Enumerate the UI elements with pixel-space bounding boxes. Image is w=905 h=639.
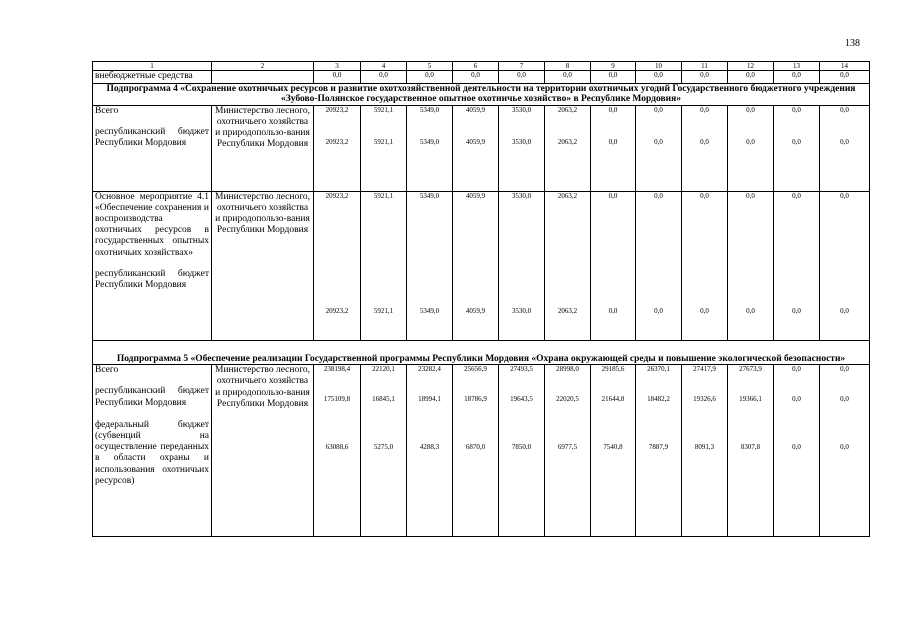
col-header: 3 <box>314 62 361 71</box>
col-header: 10 <box>636 62 682 71</box>
value-cell: 22120,1 16845,1 5275,0 <box>361 365 407 537</box>
value-cell: 0,0 <box>407 71 453 83</box>
subprogram-5-header-row <box>93 340 870 365</box>
value-cell: 0,0 0,0 <box>682 191 728 340</box>
value-cell: 0,0 0,0 <box>636 105 682 191</box>
value-cell: 5349,0 5349,0 <box>407 191 453 340</box>
value-cell: 2063,2 2063,2 <box>545 105 591 191</box>
col-header: 11 <box>682 62 728 71</box>
value-cell: 5349,0 5349,0 <box>407 105 453 191</box>
value-cell: 0,0 0,0 <box>682 105 728 191</box>
value-cell: 0,0 <box>545 71 591 83</box>
value-cell: 27417,9 19326,6 8091,3 <box>682 365 728 537</box>
value-cell: 0,0 0,0 0,0 <box>774 365 820 537</box>
budget-table <box>92 61 870 537</box>
col-header: 9 <box>591 62 636 71</box>
value-cell: 0,0 <box>636 71 682 83</box>
row-label-republic: республиканский бюджет Республики Мордовия <box>95 268 209 291</box>
subprogram-4-header-row <box>93 83 870 105</box>
value-cell: 0,0 <box>728 71 774 83</box>
value-cell: 0,0 <box>820 71 870 83</box>
page-number: 138 <box>845 38 860 49</box>
row-label-measure: Основное мероприятие 4.1 «Обеспечение сохранения и воспроизводства охотничьих ресурсов в государственных опытных охотничьих хозяйствах» <box>95 191 209 258</box>
row-label-cell <box>93 365 212 537</box>
subprogram-5-title: Подпрограмма 5 «Обеспечение реализации Государственной программы Республики Мордовия «Охрана окружающей среды и повышение экологической безопасности» <box>93 340 870 365</box>
value-cell: 0,0 0,0 <box>820 191 870 340</box>
ministry-cell <box>212 71 314 83</box>
value-cell: 0,0 0,0 <box>728 105 774 191</box>
value-cell: 0,0 <box>591 71 636 83</box>
value-cell: 28998,0 22020,5 6977,5 <box>545 365 591 537</box>
value-cell: 2063,2 2063,2 <box>545 191 591 340</box>
value-cell: 0,0 0,0 0,0 <box>820 365 870 537</box>
value-cell: 4059,9 4059,9 <box>453 191 499 340</box>
value-cell: 20923,2 20923,2 <box>314 191 361 340</box>
value-cell: 5921,1 5921,1 <box>361 105 407 191</box>
value-cell: 0,0 0,0 <box>774 105 820 191</box>
ministry-cell: Министерство лесного, охотничьего хозяйства и природопользо-вания Республики Мордовия <box>212 105 314 191</box>
col-header: 2 <box>212 62 314 71</box>
col-header: 1 <box>93 62 212 71</box>
row-label-republic: республиканский бюджет Республики Мордовия <box>95 386 209 408</box>
subprogram-4-title: Подпрограмма 4 «Сохранение охотничьих ресурсов и развитие охотхозяйственной деятельности на территории охотничьих угодий Государственного бюджетного учреждения «Зубово-Полянское государственное опытное охотничье хозяйство» в Республике Мордовия» <box>93 83 870 105</box>
table-row-offbudget <box>93 71 870 83</box>
value-cell: 20923,2 20923,2 <box>314 105 361 191</box>
value-cell: 0,0 <box>314 71 361 83</box>
value-cell: 3530,0 3530,0 <box>499 105 545 191</box>
col-header: 5 <box>407 62 453 71</box>
row-label-total: Всего <box>95 365 119 376</box>
row-label-federal: федеральный бюджет (субвенций на осуществление переданных в области охраны и использования охотничьих ресурсов) <box>95 419 209 486</box>
value-cell: 4059,9 4059,9 <box>453 105 499 191</box>
value-cell: 0,0 0,0 <box>636 191 682 340</box>
value-cell: 0,0 <box>774 71 820 83</box>
value-cell: 26370,1 18482,2 7887,9 <box>636 365 682 537</box>
value-cell: 0,0 0,0 <box>591 191 636 340</box>
row-label-cell <box>93 105 212 191</box>
ministry-cell: Министерство лесного, охотничьего хозяйства и природопользо-вания Республики Мордовия <box>212 191 314 340</box>
column-number-row <box>93 62 870 71</box>
value-cell: 0,0 0,0 <box>591 105 636 191</box>
value-cell: 0,0 <box>361 71 407 83</box>
table-row-sub4-total <box>93 105 870 191</box>
col-header: 4 <box>361 62 407 71</box>
value-cell: 0,0 0,0 <box>820 105 870 191</box>
value-cell: 29185,6 21644,8 7540,8 <box>591 365 636 537</box>
table-row-sub4-measure <box>93 191 870 340</box>
row-label-cell <box>93 191 212 340</box>
row-label-republic: республиканский бюджет Республики Мордовия <box>95 126 209 149</box>
value-cell: 5921,1 5921,1 <box>361 191 407 340</box>
value-cell: 0,0 <box>499 71 545 83</box>
ministry-cell: Министерство лесного, охотничьего хозяйства и природопользо-вания Республики Мордовия <box>212 365 314 537</box>
value-cell: 27493,5 19643,5 7850,0 <box>499 365 545 537</box>
col-header: 12 <box>728 62 774 71</box>
value-cell: 27673,9 19366,1 8307,8 <box>728 365 774 537</box>
col-header: 13 <box>774 62 820 71</box>
value-cell: 0,0 <box>682 71 728 83</box>
row-label-total: Всего <box>95 105 119 116</box>
value-cell: 3530,0 3530,0 <box>499 191 545 340</box>
value-cell: 238198,4 175109,8 63088,6 <box>314 365 361 537</box>
value-cell: 0,0 <box>453 71 499 83</box>
col-header: 8 <box>545 62 591 71</box>
row-label: внебюджетные средства <box>93 71 212 83</box>
value-cell: 0,0 0,0 <box>774 191 820 340</box>
col-header: 6 <box>453 62 499 71</box>
col-header: 7 <box>499 62 545 71</box>
value-cell: 25656,9 18786,9 6870,0 <box>453 365 499 537</box>
value-cell: 23282,4 18994,1 4288,3 <box>407 365 453 537</box>
table-row-sub5 <box>93 365 870 537</box>
value-cell: 0,0 0,0 <box>728 191 774 340</box>
col-header: 14 <box>820 62 870 71</box>
